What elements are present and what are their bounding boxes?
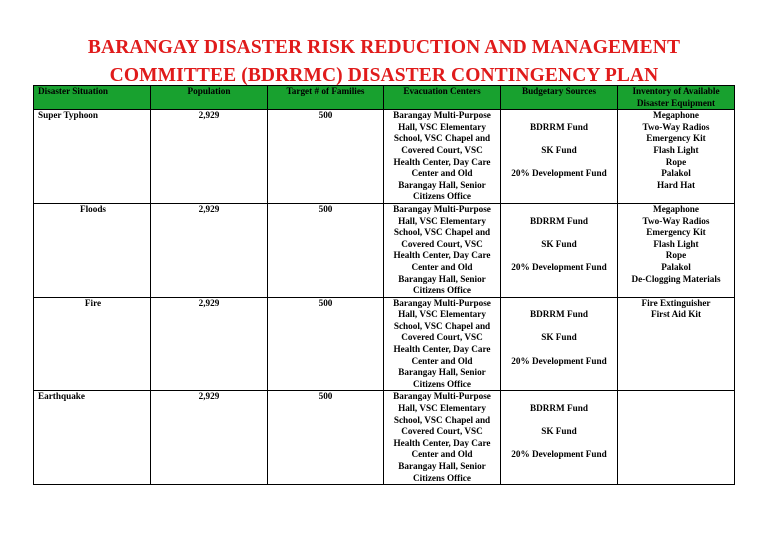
budget-source-item: BDRRM Fund <box>530 121 588 132</box>
population-cell: 2,929 <box>151 203 268 297</box>
equipment-cell <box>618 110 735 204</box>
contingency-plan-table <box>33 85 735 485</box>
equipment-item: First Aid Kit <box>650 309 702 320</box>
budgetary-sources-cell <box>501 203 618 297</box>
equipment-item: Emergency Kit <box>646 227 706 238</box>
header-budgetary-sources: Budgetary Sources <box>501 86 618 110</box>
title-line-1: BARANGAY DISASTER RISK REDUCTION AND MANAGEMENT <box>87 37 681 58</box>
equipment-item: Emergency Kit <box>646 133 706 144</box>
evacuation-center-line: Health Center, Day Care <box>393 437 491 448</box>
equipment-item: Hard Hat <box>656 179 696 190</box>
population-cell: 2,929 <box>151 391 268 485</box>
equipment-item: Two-Way Radios <box>642 121 710 132</box>
evacuation-center-line: Center and Old <box>411 261 473 272</box>
equipment-item: Megaphone <box>653 110 699 121</box>
evacuation-center-line: Covered Court, VSC <box>401 238 483 249</box>
equipment-item: Flash Light <box>653 144 699 155</box>
table-row <box>34 391 735 485</box>
evacuation-center-line: Hall, VSC Elementary <box>398 309 486 320</box>
budget-source-item: SK Fund <box>541 332 577 343</box>
evacuation-center-line: Barangay Hall, Senior <box>398 179 486 190</box>
budgetary-sources-cell <box>501 297 618 391</box>
equipment-cell <box>618 297 735 391</box>
evacuation-center-line: Barangay Hall, Senior <box>398 461 486 471</box>
disaster-situation-cell: Fire <box>34 297 151 391</box>
budget-source-item: 20% Development Fund <box>511 355 607 366</box>
evacuation-center-line: School, VSC Chapel and <box>393 227 491 238</box>
evacuation-center-line: Covered Court, VSC <box>401 426 483 437</box>
header-equipment-inventory: Inventory of Available Disaster Equipment <box>618 86 735 110</box>
evacuation-center-line: Barangay Multi-Purpose <box>393 297 491 308</box>
evacuation-centers-cell <box>384 297 501 391</box>
equipment-cell <box>618 391 735 485</box>
evacuation-center-line: Barangay Hall, Senior <box>398 273 486 284</box>
table-row <box>34 110 735 204</box>
budget-source-item: SK Fund <box>541 238 577 249</box>
equipment-item: Palakol <box>661 168 691 179</box>
evacuation-center-line: School, VSC Chapel and <box>393 133 491 144</box>
evacuation-center-line: Covered Court, VSC <box>401 144 483 155</box>
evacuation-centers-cell <box>384 110 501 204</box>
disaster-situation-cell: Floods <box>34 203 151 297</box>
budget-source-item: 20% Development Fund <box>511 449 607 460</box>
disaster-situation-cell: Super Typhoon <box>34 110 151 204</box>
evacuation-center-line: Health Center, Day Care <box>393 250 491 261</box>
evacuation-center-line: Center and Old <box>411 355 473 366</box>
evacuation-center-line: Health Center, Day Care <box>393 156 491 167</box>
budgetary-sources-cell <box>501 391 618 485</box>
target-families-cell: 500 <box>268 203 384 297</box>
evacuation-center-line: Center and Old <box>411 168 473 179</box>
target-families-cell: 500 <box>268 297 384 391</box>
target-families-cell: 500 <box>268 391 384 485</box>
equipment-item: Rope <box>665 156 687 167</box>
evacuation-centers-cell <box>384 203 501 297</box>
evacuation-center-line: Barangay Multi-Purpose <box>393 110 491 121</box>
population-cell: 2,929 <box>151 297 268 391</box>
evacuation-center-line: Hall, VSC Elementary <box>398 121 486 132</box>
evacuation-center-line: Health Center, Day Care <box>393 344 491 355</box>
budget-source-item: BDRRM Fund <box>530 215 588 226</box>
equipment-cell <box>618 203 735 297</box>
evacuation-center-line: Citizens Office <box>413 378 471 389</box>
evacuation-center-line: School, VSC Chapel and <box>393 320 491 331</box>
equipment-item: Megaphone <box>653 203 699 214</box>
evacuation-center-line: Barangay Multi-Purpose <box>393 203 491 214</box>
equipment-item: Fire Extinguisher <box>641 297 711 308</box>
evacuation-center-line: Barangay Hall, Senior <box>398 367 486 378</box>
header-evacuation-centers: Evacuation Centers <box>384 86 501 110</box>
table-row <box>34 203 735 297</box>
evacuation-center-line: School, VSC Chapel and <box>393 414 491 425</box>
evacuation-center-line: Barangay Multi-Purpose <box>393 391 491 402</box>
header-disaster-situation: Disaster Situation <box>34 86 151 110</box>
equipment-item: Two-Way Radios <box>642 215 710 226</box>
disaster-situation-cell: Earthquake <box>34 391 151 485</box>
table-row <box>34 297 735 391</box>
budget-source-item: BDRRM Fund <box>530 403 588 414</box>
equipment-item: Palakol <box>661 261 691 272</box>
budget-source-item: BDRRM Fund <box>530 309 588 320</box>
target-families-cell: 500 <box>268 110 384 204</box>
evacuation-center-line: Hall, VSC Elementary <box>398 215 486 226</box>
evacuation-center-line: Center and Old <box>411 449 473 460</box>
budget-source-item: 20% Development Fund <box>511 168 607 179</box>
evacuation-center-line: Citizens Office <box>413 285 471 296</box>
header-target-families: Target # of Families <box>268 86 384 110</box>
budget-source-item: SK Fund <box>541 426 577 437</box>
document-title <box>0 34 768 90</box>
budgetary-sources-cell <box>501 110 618 204</box>
equipment-item: Flash Light <box>653 238 699 249</box>
evacuation-center-line: Covered Court, VSC <box>401 332 483 343</box>
equipment-item: Rope <box>665 250 687 261</box>
budget-source-item: SK Fund <box>541 144 577 155</box>
evacuation-center-line: Hall, VSC Elementary <box>398 403 486 414</box>
population-cell: 2,929 <box>151 110 268 204</box>
equipment-item: De-Clogging Materials <box>631 273 721 284</box>
header-population: Population <box>151 86 268 110</box>
evacuation-center-line: Citizens Office <box>413 472 471 483</box>
budget-source-item: 20% Development Fund <box>511 261 607 272</box>
table-header-row <box>34 86 735 110</box>
title-line-2: COMMITTEE (BDRRMC) DISASTER CONTINGENCY PLAN <box>109 65 659 86</box>
evacuation-center-line: Citizens Office <box>413 191 471 202</box>
evacuation-centers-cell <box>384 391 501 485</box>
